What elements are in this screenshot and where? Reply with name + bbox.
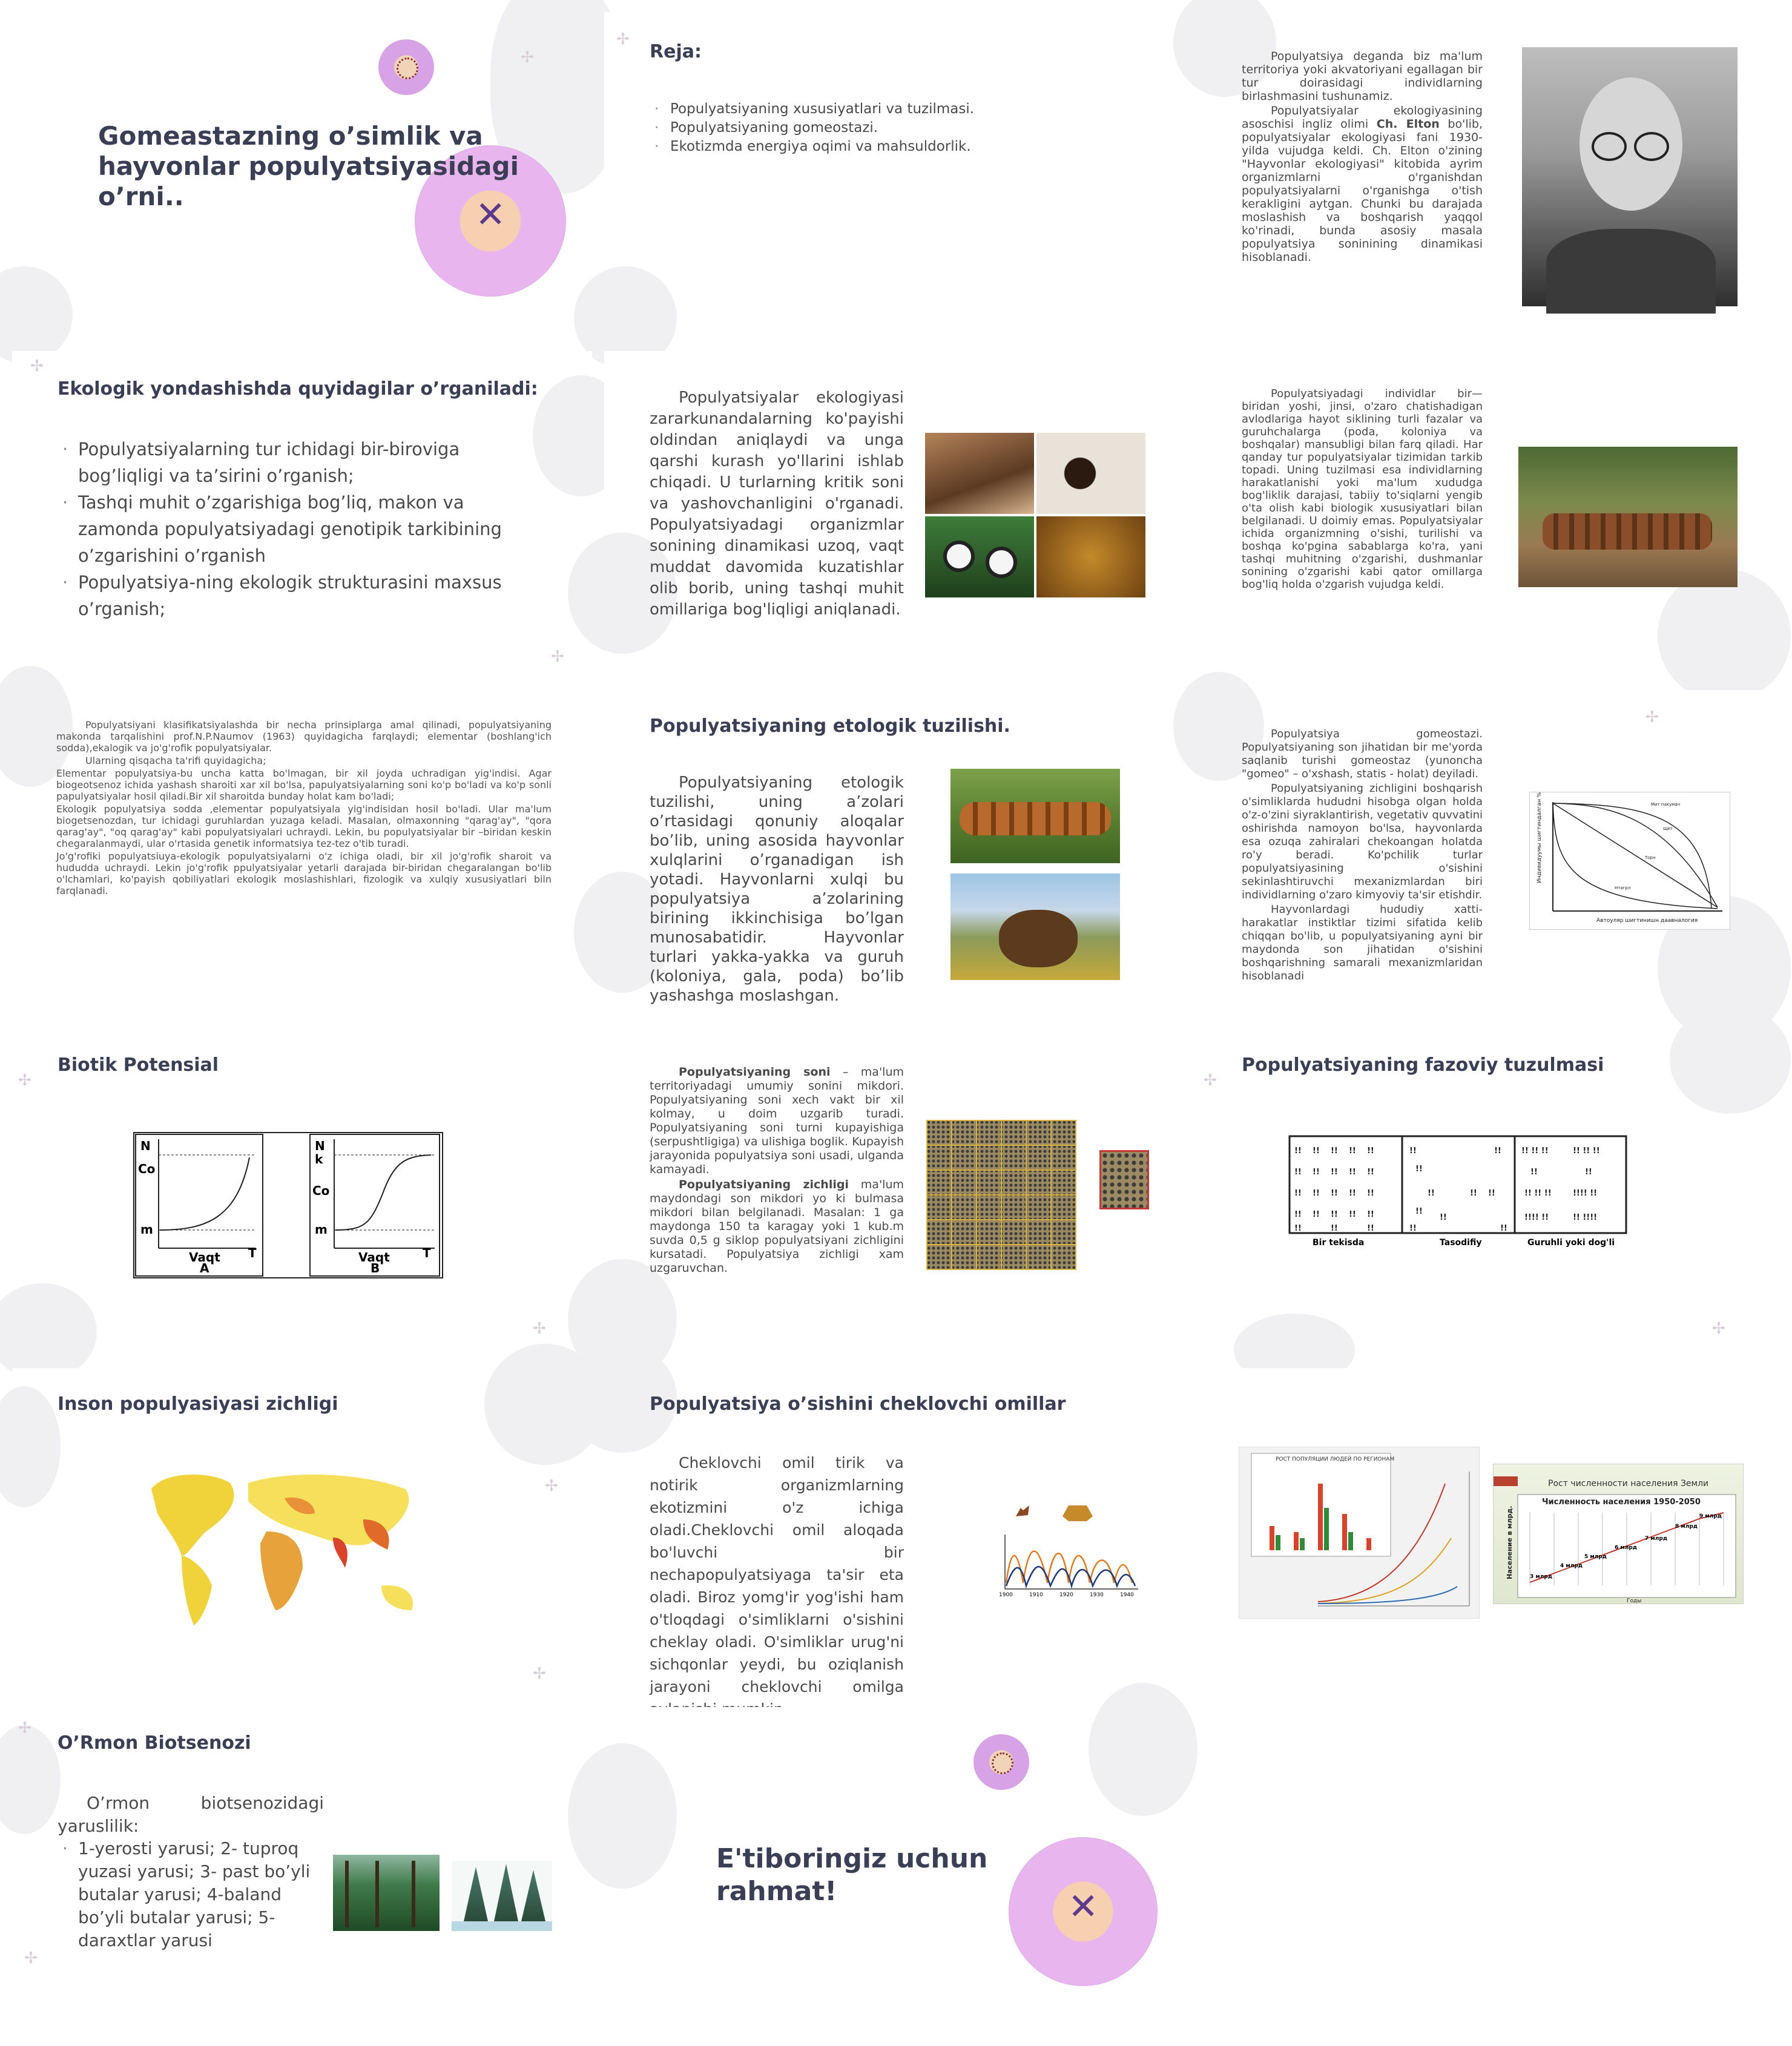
forest-intro: O’rmon biotsenozidagi yaruslilik: <box>58 1793 324 1836</box>
chart2-subtitle: Численность населения 1950-2050 <box>1542 1498 1701 1507</box>
region-growth-chart <box>1239 1447 1480 1619</box>
chart1-title: РОСТ ПОПУЛЯЦИИ ЛЮДЕЙ ПО РЕГИОНАМ <box>1276 1456 1395 1462</box>
svg-text:!!: !! <box>1331 1168 1338 1177</box>
year-tick: 1910 <box>1029 1592 1043 1598</box>
svg-text:!!: !! <box>1313 1168 1320 1177</box>
growth-curves-svg <box>134 1133 442 1277</box>
axis-label: Co <box>138 1162 156 1176</box>
svg-text:!!!! !!: !!!! !! <box>1573 1189 1598 1198</box>
slide-classification <box>12 690 592 1016</box>
point-label: 6 млрд <box>1615 1545 1638 1551</box>
svg-text:!!: !! <box>1415 1207 1423 1216</box>
year-tick: 1920 <box>1059 1592 1073 1598</box>
flower-decor: ✢ <box>545 1477 558 1495</box>
ethological-heading: Populyatsiyaning etologik tuzilishi. <box>650 715 1010 737</box>
year-tick: 1930 <box>1090 1592 1104 1598</box>
svg-text:!!: !! <box>1331 1210 1338 1219</box>
deer-herd-photo <box>1518 447 1738 587</box>
graph-label: A <box>200 1261 209 1275</box>
svg-text:!!: !! <box>1313 1210 1320 1219</box>
slide-population-growth-charts <box>1197 1368 1777 1694</box>
svg-text:!! !! !!: !! !! !! <box>1573 1146 1600 1156</box>
slide-definition <box>1197 12 1777 338</box>
distribution-diagram <box>1288 1135 1627 1250</box>
forest-heading: O’Rmon Biotsenozi <box>58 1732 251 1754</box>
list-item: · Populyatsiyaning gomeostazi. <box>650 119 1146 137</box>
flower-decor: ✢ <box>1204 1071 1217 1090</box>
antelope-herd-photo <box>950 769 1120 863</box>
classification-text: Populyatsiyani klasifikatsiyalashda bir necha prinsiplarga amal qilinadi, populyatsiyaning makonda tarqalishini prof.N.P.Naumov (1963) quyidagicha farqlaydi; elementar (boshlang'ich sodda),ekalogik va jo'g'rofik populyatsiyalar. Ularning qisqacha ta'rifi quyidagicha; Elementar populyatsiya-bu uncha katta bo'lmagan, bir xil joyda uchradigan yig'indisi. Agar biogeotsenoz ichida yashash sharoiti xar xil bo'lsa, papulyatsiyalarning soni ko'p bo'ladi va ko'p sonli papulyatsiyalar hosil qiladi.Bir xil sharoitda bunday holat kam bo'ladi; Ekologik populyatsiya sodda ,elementar populyatsiyala yig'indisidan hosil bo'ladi. Ular ma'lum biogetsenozdan, tur ichidagi guruhlardan yuzaga keladi. Masalan, olmaxonning "qarag'ay", "qora qarag'ay", "oq qarag'ay" kabi populyatsiyalari uchraydi. Lekin, bu populyatsiyalar bir –biridan keskin chegaralanmaydi, ular o'rtasida genetik informatsiya tez-tez o'tib turadi. Jo'g'rofiki populyatsiuya-ekologik populyatsiyalarni o'z ichiga oladi, bir xil jo'g'rofik sharoit va hududda uchraydi. Lekin jo'g'rofik ppulyatsiyalar yetarli darajada bir-biridan chegaralangan bo'lib o'lchamlari, ko'payish qobiliyatlari ekologik moslashishlari, fizologik va xulqiy xususiyatlari biln farqlanadi. <box>56 719 552 896</box>
point-label: 5 млрд <box>1584 1554 1607 1560</box>
list-item: · 1-yerosti yarusi; 2- tuproq yuzasi yarusi; 3- past bo’yli butalar yarusi; 4-baland bo’yli butalar yarusi; 5- daraxtlar yarusi <box>58 1837 324 1952</box>
svg-text:!!: !! <box>1470 1189 1477 1198</box>
density-chart-svg <box>1530 792 1730 929</box>
density-chart <box>1529 792 1730 930</box>
forest-layers-diagram <box>452 1861 552 1931</box>
svg-text:!!: !! <box>1294 1146 1302 1156</box>
chart2-title: Рост численности населения Земли <box>1548 1479 1709 1488</box>
point-label: 8 млрд <box>1675 1524 1698 1530</box>
year-tick: 1940 <box>1120 1592 1134 1598</box>
distribution-diagram-svg <box>1288 1135 1627 1250</box>
slide-homeostasis <box>1197 690 1777 1016</box>
human-density-heading: Inson populyasiyasi zichligi <box>58 1393 338 1415</box>
pattern-label: Guruhli yoki dog'li <box>1527 1238 1615 1248</box>
svg-text:!!: !! <box>1585 1168 1592 1177</box>
world-density-map <box>139 1465 430 1628</box>
curve-label: Мит пакуман <box>1651 802 1681 807</box>
svg-text:!!: !! <box>1367 1210 1374 1219</box>
density-chart-ylabel: Индивидуумы шигтиндалган % <box>1537 792 1543 883</box>
axis-label: Co <box>312 1183 330 1198</box>
axis-label: N <box>315 1139 325 1153</box>
definition-text: Populyatsiya deganda biz ma'lum territoriya yoki akvatoriyani egallagan bir tur doirasidagi individlarning birlashmasini tushunamiz. Populyatsiyalar ekologiyasining asoschisi ingliz olimi Ch. Elton bo'lib, populyatsiyalar ekologiyasi fani 1930-yilda vujudga keldi. Ch. Elton o'zining "Hayvonlar ekologiyasi" kitobida ayrim organizmlarni o'rganishdan populyatsiyalarni o'rganishga o'tish kerakligini aytgan. Chunki bu darajada moslashish va boshqarish yaqqol ko'rinadi, bunda asosiy masala populyatsiya soninining dinamikasi hisoblanadi. <box>1242 50 1483 264</box>
curve-label: Нтагрл <box>1615 886 1631 890</box>
flower-decor: ✢ <box>533 1665 546 1683</box>
forest-photo <box>333 1855 440 1931</box>
slide-title <box>12 12 592 338</box>
svg-text:!!: !! <box>1349 1146 1356 1156</box>
axis-label: m <box>140 1222 153 1237</box>
point-label: 7 млрд <box>1645 1536 1668 1542</box>
slide-spatial-structure <box>1197 1029 1777 1355</box>
cell-illustration-small <box>378 39 434 95</box>
svg-text:!!: !! <box>1331 1146 1338 1156</box>
density-zoom-photo <box>1099 1150 1149 1209</box>
presentation-title: Gomeastazning o’simlik va hayvonlar populyatsiyasidagi o’rni.. <box>98 121 519 211</box>
svg-text:!!: !! <box>1349 1168 1356 1177</box>
predator-prey-svg <box>993 1492 1147 1598</box>
pest-ecology-text: Populyatsiyalar ekologiyasi zararkunandalarning ko'payishi oldindan aniqlaydi va unga qarshi kurash yo'llarini ishlab chiqadi. U turlarning kritik soni va yashovchanligini o'rganadi. Populyatsiyadagi organizmlar sonining dinamikasi uzoq, vaqt muddat davomida kuzatishlar olib borib, uning tashqi muhit omillariga bog'liqligi aniqlanadi. <box>650 389 904 619</box>
flower-decor: ✢ <box>30 357 44 375</box>
world-map-svg <box>139 1465 430 1628</box>
slide-forest-biocenosis <box>12 1707 592 2033</box>
animals-collage <box>925 433 1145 597</box>
limiting-heading: Populyatsiya o’sishini cheklovchi omillar <box>650 1393 1066 1415</box>
svg-text:!!: !! <box>1500 1224 1507 1233</box>
list-item: · Tashqi muhit o’zgarishiga bog’liq, makon va zamonda populyatsiyadagi genotipik tarkibining o’zgarishini o’rganish <box>58 489 542 569</box>
flower-decor: ✢ <box>1645 708 1659 726</box>
thanks-title: E'tiboringiz uchun rahmat! <box>716 1843 988 1907</box>
slide-human-density <box>12 1368 592 1694</box>
axis-label: T <box>423 1246 431 1260</box>
svg-text:!!: !! <box>1409 1224 1417 1233</box>
svg-text:!!: !! <box>1415 1165 1423 1174</box>
point-label: 4 млрд <box>1560 1563 1583 1569</box>
flower-decor: ✢ <box>18 1071 31 1090</box>
list-item: · Populyatsiyaning xususiyatlari va tuzilmasi. <box>650 100 1146 119</box>
density-grid-photo <box>926 1120 1076 1270</box>
curve-label: Щет <box>1663 826 1673 831</box>
flower-decor: ✢ <box>521 48 534 67</box>
spatial-heading: Populyatsiyaning fazoviy tuzulmasi <box>1242 1054 1604 1076</box>
svg-text:!!: !! <box>1367 1189 1374 1198</box>
svg-text:!!: !! <box>1331 1224 1338 1233</box>
svg-text:!!: !! <box>1428 1189 1435 1198</box>
axis-label: N <box>140 1139 151 1153</box>
flower-decor: ✢ <box>551 648 564 666</box>
pattern-label: Tasodifiy <box>1440 1238 1482 1248</box>
graph-label: B <box>371 1261 380 1275</box>
slide-plan <box>604 12 1184 338</box>
svg-text:!!: !! <box>1294 1224 1302 1233</box>
svg-text:!!: !! <box>1494 1146 1501 1156</box>
homeostasis-text: Populyatsiya gomeostazi. Populyatsiyaning son jihatidan bir me'yorda saqlanib turishi gomeostaz (yunoncha "gomeo" – o'xshash, statis - holat) deyiladi. Populyatsiyaning zichligini boshqarish o'simliklarda hududni hisobga olgan holda o'z-o'zini siyraklantirish, vegetativ quvvatini oshirishda namoyon bo'lsa, hayvonlarda esa ozuqa zahiralari chekoangan holatda ro'y beradi. Ko'pchilik turlar populyatsiyasining o'sishini sekinlashtiruvchi mexanizmlardan biri individlarning o'zaro kimyoviy ta'sir etishdir. Hayvonlardagi hududiy xatti-harakatlar instiktlar tizimi sifatida kelib chiqqan bo'lib, u populyatsiyaning ayni bir maydonda son jihatidan o'sishini boshqarishning samarali mexanizmlaridan hisoblanadi <box>1242 728 1483 982</box>
cell-illustration-large: ✕ <box>1009 1837 1158 1986</box>
list-item: · Populyatsiya-ning ekologik strukturasini maxsus o’rganish; <box>58 569 542 622</box>
axis-label: k <box>315 1152 323 1166</box>
slide-population-size <box>604 1029 1184 1355</box>
slide-ecological-approach <box>12 351 592 677</box>
limiting-text: Cheklovchi omil tirik va notirik organizmlarning ekotizmini o'z ichiga oladi.Cheklovchi omil aloqada bo'luvchi bir nechapopulyatsiyaga ta'sir eta oladi. Biroz yomg'ir yog'ishi ham o'tloqdagi o'simliklarni o'sishini cheklay oladi. O'simliklar urug'ni sichqonlar yeydi, bu oziqlanish jarayoni cheklovchi omilga <box>650 1454 904 1696</box>
svg-text:!!: !! <box>1294 1210 1302 1219</box>
list-item: · Populyatsiyalarning tur ichidagi bir-biroviga bog’liqligi va ta’sirini o’rganish; <box>58 436 542 489</box>
predator-prey-chart <box>993 1492 1147 1598</box>
axis-label: Vaqt <box>358 1250 390 1265</box>
slide-thanks <box>604 1707 1184 2033</box>
svg-text:!! !! !!: !! !! !! <box>1521 1146 1549 1156</box>
approach-list <box>58 436 542 622</box>
biotic-heading: Biotik Potensial <box>58 1054 219 1076</box>
year-tick: 1900 <box>999 1592 1013 1598</box>
svg-text:!!: !! <box>1530 1168 1538 1177</box>
elton-portrait <box>1522 47 1738 306</box>
svg-text:!!: !! <box>1488 1189 1495 1198</box>
svg-text:!!: !! <box>1440 1213 1447 1222</box>
ethological-text: Populyatsiyaning etologik tuzilishi, uning a’zolari o’rtasidagi qonuniy aloqalar bo’lib, uning asosida hayvonlar xulqlarini o’rganadigan ish yotadi. Hayvonlarni xulqi bu populyatsiya a’zolarining birining ikkinchisiga bo’lgan munosabatidir. Hayvonlar turlari yakka-yakka va guruh (koloniya, gala, poda) bo’lib yashashga moslashgan. <box>650 774 904 1005</box>
svg-text:!!: !! <box>1349 1189 1356 1198</box>
slide-biotic-potential <box>12 1029 592 1355</box>
slide-ethological <box>604 690 1184 1016</box>
earth-population-svg <box>1494 1464 1743 1604</box>
curve-label: Торн <box>1645 855 1656 860</box>
svg-text:!!: !! <box>1313 1146 1320 1156</box>
slide-individuals <box>1197 351 1777 677</box>
plan-list <box>650 100 1146 156</box>
cell-illustration-large: ✕ <box>415 145 566 297</box>
svg-text:!!: !! <box>1294 1189 1302 1198</box>
svg-text:!!: !! <box>1331 1189 1338 1198</box>
svg-text:!! !!!!: !! !!!! <box>1573 1213 1598 1222</box>
approach-heading: Ekologik yondashishda quyidagilar o’rganiladi: <box>58 378 538 400</box>
earth-population-chart <box>1493 1464 1744 1604</box>
svg-text:!! !! !!: !! !! !! <box>1524 1189 1552 1198</box>
svg-text:!!: !! <box>1367 1146 1374 1156</box>
list-item: · Ekotizmda energiya oqimi va mahsuldorlik. <box>650 137 1146 156</box>
chart2-ylabel: Население в млрд. <box>1506 1505 1514 1579</box>
region-growth-svg <box>1239 1447 1479 1618</box>
bear-photo <box>950 873 1120 980</box>
plan-heading: Reja: <box>650 41 702 62</box>
forest-list <box>58 1837 324 1952</box>
slide-limiting-factors <box>604 1368 1184 1694</box>
chart2-xlabel: Годы <box>1627 1598 1642 1604</box>
axis-label: m <box>315 1222 328 1237</box>
svg-text:!!: !! <box>1367 1224 1374 1233</box>
point-label: 9 млрд <box>1699 1513 1722 1519</box>
slide-pest-ecology <box>604 351 1184 677</box>
svg-text:!!: !! <box>1349 1210 1356 1219</box>
svg-text:!!: !! <box>1294 1168 1302 1177</box>
svg-text:!!: !! <box>1313 1189 1320 1198</box>
individuals-text: Populyatsiyadagi individlar bir—biridan yoshi, jinsi, o'zaro chatishadigan avlodlariga hayot siklining turli fazalar va guruhchalarga (poda, koloniya va boshqalar) mansubligi bilan farq qiladi. Har qanday tur populyatsiyalar tizimidan tarkib topadi. Uning tuzilmasi esa individlarning harakatlanishi yoki ma'lum xududga bog'liklik darajasi, tabiiy to'siqlarni yengib o'ta olish kabi biologik xususiyatlari bilan belgilanadi. U doimiy emas. Populyatsiyalar ichida organizmning o'sishi, turilishi va boshqa ko'pgina sabablarga ko'ra, yani tashqi muhitning o'zgarishi, dushmanlar sonining o'zgarishi kabi qator omillarga bog'liq holda o'zgarish vujudga keldi. <box>1242 387 1483 591</box>
flower-decor: ✢ <box>18 1719 31 1737</box>
point-label: 3 млрд <box>1530 1574 1553 1580</box>
axis-label: Vaqt <box>189 1250 220 1265</box>
density-chart-xlabel: Автоуляр шигтинишн даавналогия <box>1596 918 1698 924</box>
cell-illustration-small <box>973 1734 1029 1790</box>
pattern-label: Bir tekisda <box>1313 1238 1365 1248</box>
flower-decor: ✢ <box>616 30 630 48</box>
svg-text:!!: !! <box>1367 1168 1374 1177</box>
axis-label: T <box>248 1246 257 1260</box>
svg-text:!!!! !!: !!!! !! <box>1524 1213 1549 1222</box>
flower-decor: ✢ <box>1712 1320 1725 1338</box>
growth-curves <box>133 1132 443 1278</box>
flower-decor: ✢ <box>533 1320 546 1338</box>
flower-decor: ✢ <box>24 1949 38 1967</box>
svg-text:!!: !! <box>1409 1146 1417 1156</box>
population-size-text: Populyatsiyaning soni – ma'lum territoriyadagi umumiy sonini mikdori. Populyatsiyaning soni xech vakt bir xil kolmay, u doim uzgarib turadi. Populyatsiyaning soni turni kupayishiga (serpushtligiga) va ulishiga boglik. Kupayish jarayonida populyatsiya soni usadi, ulganda kamayadi. Populyatsiyaning zichligi ma'lum maydondagi son mikdori yo ki bulmasa mikdori bilan belgilanadi. Masalan: 1 ga maydonga 150 ta karagay yoki 1 kub.m suvda 0,5 g siklop populyatsiyani zichligini kursatadi. Populyatsiya zichligi xam uzgaruvchan. <box>650 1065 904 1275</box>
